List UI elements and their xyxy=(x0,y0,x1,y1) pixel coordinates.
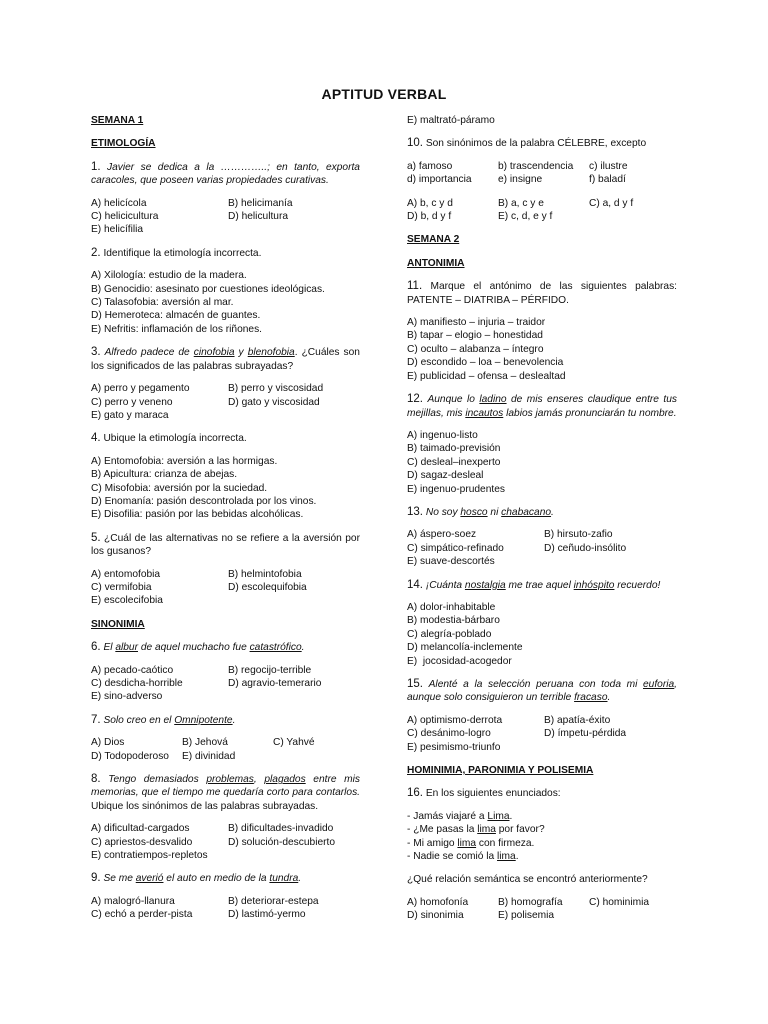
question-8-options xyxy=(91,822,360,862)
section-etimologia: ETIMOLOGÍA xyxy=(91,138,156,150)
option: A) malogró-llanura xyxy=(91,895,175,907)
option: A) optimismo-derrota xyxy=(407,714,503,726)
section-semana-1: SEMANA 1 xyxy=(91,115,144,126)
option: D) escondido – loa – benevolencia xyxy=(407,357,564,369)
option: C) alegría-poblado xyxy=(407,628,492,640)
question-6: 6. El albur de aquel muchacho fue catastrófico. xyxy=(91,641,305,654)
option: B) hirsuto-zafio xyxy=(544,529,613,541)
question-12: 12. Aunque lo ladino de mis enseres claudique entre tus mejillas, mis incautos labios jamás pronunciarán tu nombre. xyxy=(407,393,677,419)
option: C) desleal–inexperto xyxy=(407,456,501,468)
option: C) desdicha-horrible xyxy=(91,678,183,689)
option: B) modestia-bárbaro xyxy=(407,615,500,627)
question-6-options xyxy=(91,664,360,704)
section-homonimia: HOMINIMIA, PARONIMIA Y POLISEMIA xyxy=(407,765,594,777)
option: E) pesimismo-triunfo xyxy=(407,741,501,753)
word: f) baladí xyxy=(589,174,626,186)
question-15-options xyxy=(407,714,677,754)
option: D) escolequifobia xyxy=(228,581,307,593)
question-14-options xyxy=(407,601,677,668)
option: B) taimado-previsión xyxy=(407,443,501,455)
option: B) Genocidio: asesinato por cuestiones ideológicas. xyxy=(91,283,325,295)
option: A) dolor-inhabitable xyxy=(407,601,496,613)
option: E) gato y maraca xyxy=(91,409,169,421)
sentence: - Jamás viajaré a Lima. xyxy=(407,810,513,822)
question-3-options xyxy=(91,382,360,422)
option: C) oculto – alabanza – íntegro xyxy=(407,343,544,355)
question-2-options xyxy=(91,269,360,336)
option: D) Enomanía: pasión descontrolada por los vinos. xyxy=(91,495,317,507)
option: B) homografía xyxy=(498,896,563,908)
sentence: - Mi amigo lima con firmeza. xyxy=(407,837,535,849)
option: A) pecado-caótico xyxy=(91,664,174,676)
option: A) ingenuo-listo xyxy=(407,429,478,441)
option: E) maltrató-páramo xyxy=(407,115,495,126)
option: A) Entomofobia: aversión a las hormigas. xyxy=(91,455,278,467)
option: E) jocosidad-acogedor xyxy=(407,655,512,667)
option: D) ímpetu-pérdida xyxy=(544,728,627,740)
question-12-options xyxy=(407,429,677,496)
word: b) trascendencia xyxy=(498,160,574,172)
question-10-words xyxy=(407,160,677,187)
section-semana-2: SEMANA 2 xyxy=(407,234,460,246)
question-13: 13. No soy hosco ni chabacano. xyxy=(407,505,554,518)
option: A) homofonía xyxy=(407,896,469,908)
question-16-sentences xyxy=(407,810,677,864)
option: D) ceñudo-insólito xyxy=(544,542,627,554)
question-10: 10. Son sinónimos de la palabra CÉLEBRE, excepto xyxy=(407,137,647,150)
option: E) Disofilia: pasión por las bebidas alcohólicas. xyxy=(91,509,304,521)
option: C) desánimo-logro xyxy=(407,728,491,740)
option: B) helicimanía xyxy=(228,197,293,209)
section-antonimia: ANTONIMIA xyxy=(407,257,465,269)
question-4: 4. Ubique la etimología incorrecta. xyxy=(91,432,247,445)
option: E) c, d, e y f xyxy=(498,211,553,223)
question-16: 16. En los siguientes enunciados: xyxy=(407,787,561,800)
option: C) apriestos-desvalido xyxy=(91,836,193,848)
option: D) Hemeroteca: almacén de guantes. xyxy=(91,310,261,322)
left-column xyxy=(91,114,360,932)
question-10-options xyxy=(407,197,677,224)
question-11: 11. Marque el antónimo de las siguientes palabras: PATENTE – DIATRIBA – PÉRFIDO. xyxy=(407,280,677,306)
option: E) escolecifobia xyxy=(91,595,163,607)
option: E) publicidad – ofensa – deslealtad xyxy=(407,370,566,382)
option: B) perro y viscosidad xyxy=(228,383,324,395)
option: E) divinidad xyxy=(182,750,236,762)
option: C) vermifobia xyxy=(91,581,152,593)
option: C) hominimia xyxy=(589,896,650,908)
option: C) Yahvé xyxy=(273,737,315,749)
question-2: 2. Identifique la etimología incorrecta. xyxy=(91,246,262,259)
question-13-options xyxy=(407,528,677,568)
question-7: 7. Solo creo en el Omnipotente. xyxy=(91,713,236,726)
right-column xyxy=(407,114,677,933)
option: C) simpático-refinado xyxy=(407,542,504,554)
section-sinonimia: SINONIMIA xyxy=(91,618,145,630)
option: B) tapar – elogio – honestidad xyxy=(407,330,543,342)
option: E) Nefritis: inflamación de los riñones. xyxy=(91,323,262,335)
option: D) helicultura xyxy=(228,211,289,223)
question-16-options xyxy=(407,896,677,923)
option: A) b, c y d xyxy=(407,197,453,209)
option: A) manifiesto – injuria – traidor xyxy=(407,317,546,329)
option: C) helicicultura xyxy=(91,211,159,223)
option: E) ingenuo-prudentes xyxy=(407,483,505,495)
option: E) polisemia xyxy=(498,910,555,922)
question-9: 9. Se me averió el auto en medio de la tundra. xyxy=(91,872,302,885)
question-1: 1. Javier se dedica a la …………..; en tanto, exporta caracoles, que poseen varias propiedades curativas. xyxy=(91,160,360,187)
option: D) b, d y f xyxy=(407,211,452,223)
page-title: APTITUD VERBAL xyxy=(321,86,447,102)
option: B) regocijo-terrible xyxy=(228,664,312,676)
option: B) apatía-éxito xyxy=(544,714,611,726)
option: D) sinonimia xyxy=(407,910,464,922)
option: C) perro y veneno xyxy=(91,396,173,408)
question-1-options xyxy=(91,197,360,237)
question-4-options xyxy=(91,455,360,522)
question-7-options xyxy=(91,736,360,763)
question-14: 14. ¡Cuánta nostalgia me trae aquel inhóspito recuerdo! xyxy=(407,578,661,591)
option: B) deteriorar-estepa xyxy=(228,895,319,907)
sentence: - ¿Me pasas la lima por favor? xyxy=(407,824,545,836)
option: A) helicícola xyxy=(91,197,147,209)
option: A) Xilología: estudio de la madera. xyxy=(91,270,247,282)
option: D) agravio-temerario xyxy=(228,678,322,689)
word: a) famoso xyxy=(407,160,453,172)
option: D) lastimó-yermo xyxy=(228,909,306,921)
option: E) sino-adverso xyxy=(91,691,163,703)
sentence: - Nadie se comió la lima. xyxy=(407,851,519,863)
option: B) dificultades-invadido xyxy=(228,823,334,835)
option: C) Talasofobia: aversión al mar. xyxy=(91,297,234,309)
option: D) melancolía-inclemente xyxy=(407,642,523,654)
option: B) helmintofobia xyxy=(228,568,302,580)
question-16-ask: ¿Qué relación semántica se encontró anteriormente? xyxy=(407,874,648,886)
option: D) gato y viscosidad xyxy=(228,396,320,408)
option: A) áspero-soez xyxy=(407,529,477,541)
word: e) insigne xyxy=(498,174,543,186)
option: C) Misofobia: aversión por la suciedad. xyxy=(91,482,268,494)
question-9-options xyxy=(91,895,360,922)
option: B) Apicultura: crianza de abejas. xyxy=(91,469,238,481)
option: C) echó a perder-pista xyxy=(91,909,193,921)
question-11-options xyxy=(407,316,677,383)
option: C) a, d y f xyxy=(589,197,634,209)
option: E) helicífilia xyxy=(91,224,144,236)
word: c) ilustre xyxy=(589,160,628,172)
question-5: 5. ¿Cuál de las alternativas no se refiere a la aversión por los gusanos? xyxy=(91,531,360,558)
option: A) dificultad-cargados xyxy=(91,823,190,835)
option: A) Dios xyxy=(91,737,125,749)
option: B) a, c y e xyxy=(498,197,544,209)
option: D) solución-descubierto xyxy=(228,836,336,848)
option: D) sagaz-desleal xyxy=(407,470,484,482)
option: A) perro y pegamento xyxy=(91,383,190,395)
option: D) Todopoderoso xyxy=(91,750,169,762)
option: E) suave-descortés xyxy=(407,556,495,568)
option: E) contratiempos-repletos xyxy=(91,850,208,862)
question-3: 3. Alfredo padece de cinofobia y blenofobia. ¿Cuáles son los significados de las palabras subrayadas? xyxy=(91,346,360,372)
option: B) Jehová xyxy=(182,737,228,749)
option: A) entomofobia xyxy=(91,568,161,580)
question-8: 8. Tengo demasiados problemas, plagados entre mis memorias, que el tiempo me quedaría corto para contarlos. Ubique los sinónimos de las palabras subrayadas. xyxy=(91,773,360,812)
question-5-options xyxy=(91,568,360,608)
question-15: 15. Alenté a la selección peruana con toda mi euforia, aunque solo consiguieron un terrible fracaso. xyxy=(407,678,677,704)
word: d) importancia xyxy=(407,174,472,186)
question-9-option-e xyxy=(407,114,677,127)
